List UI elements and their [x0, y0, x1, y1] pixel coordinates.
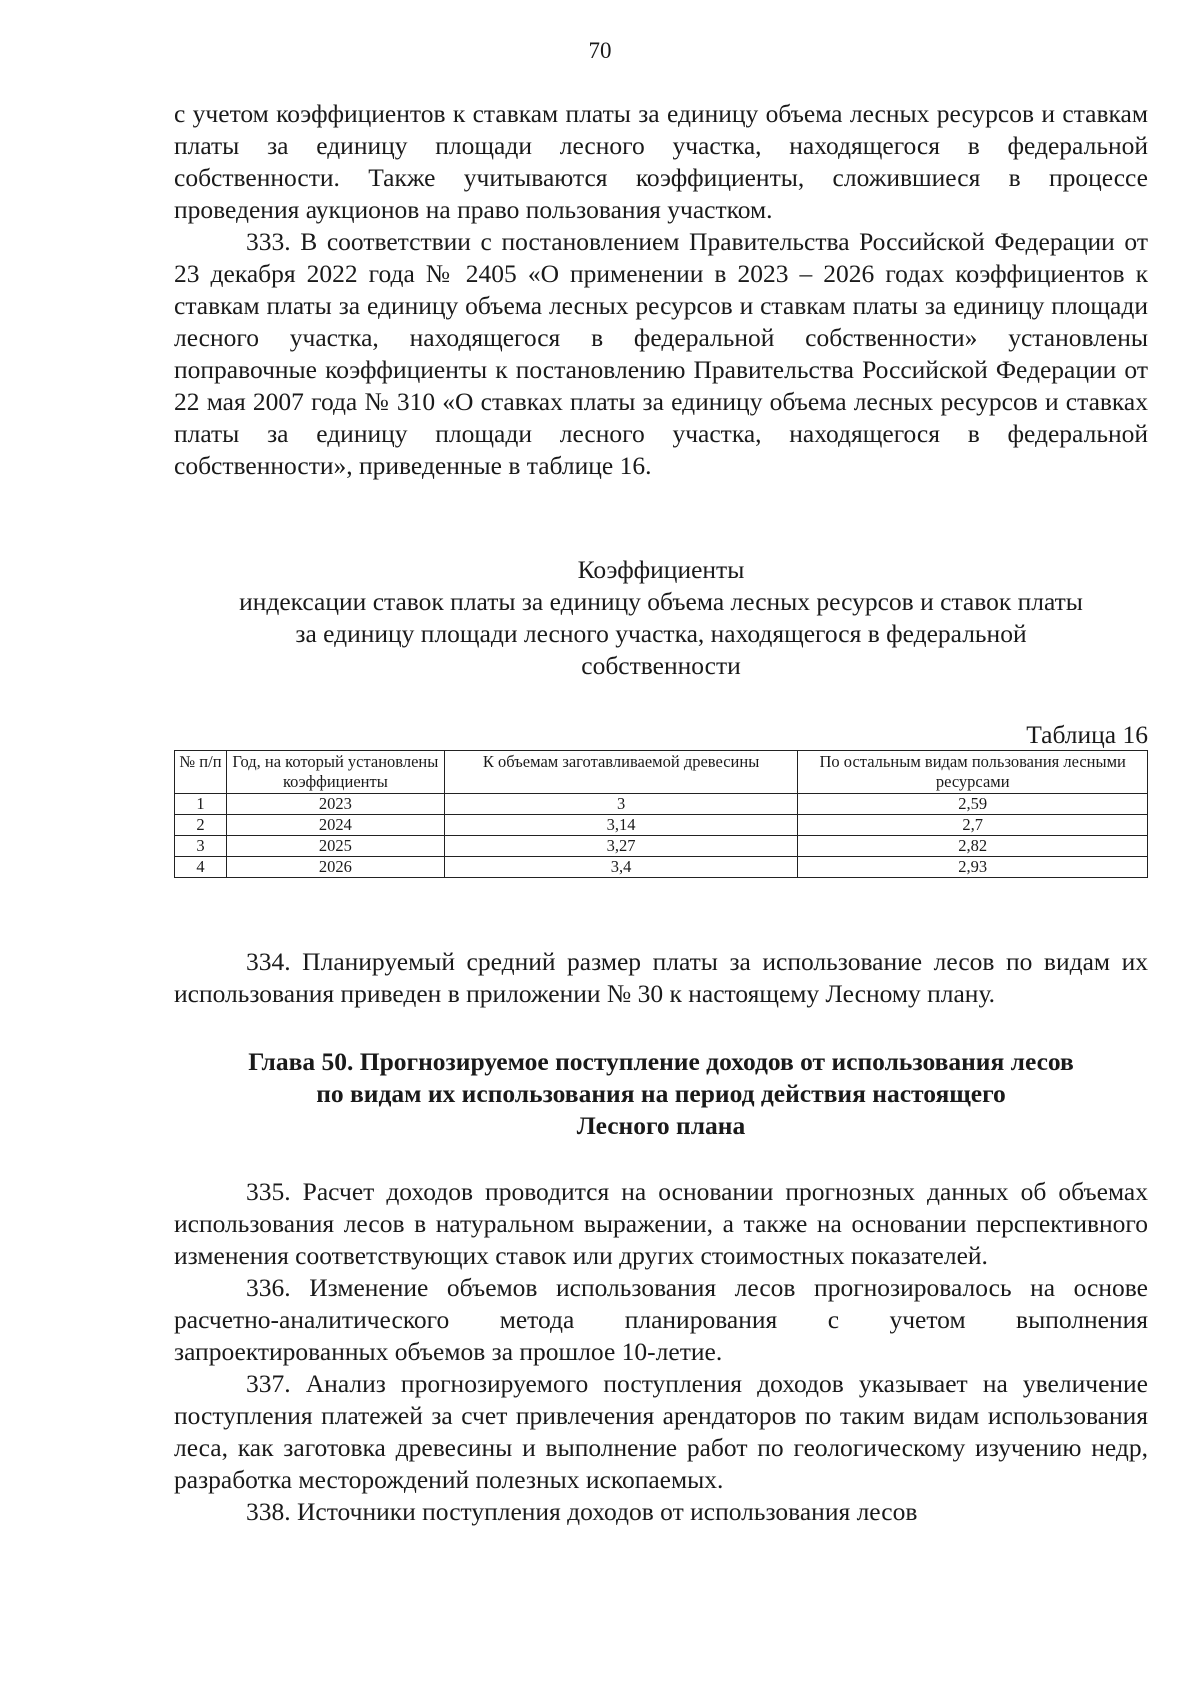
table-row [175, 794, 1148, 815]
cell-year: 2025 [226, 836, 444, 857]
paragraph-333: 333. В соответствии с постановлением Правительства Российской Федерации от 23 декабря 2022 года № 2405 «О применении в 2023 – 2026 годах коэффициентов к ставкам платы за единицу объема лесных ресурсов и ставкам платы за единицу площади лесного участка, находящегося в федеральной собственности» установлены поправочные коэффициенты к постановлению Правительства Российской Федерации от 22 мая 2007 года № 310 «О ставках платы за единицу объема лесных ресурсов и ставках платы за единицу площади лесного участка, находящегося в федеральной собственности», приведенные в таблице 16. [174, 227, 1148, 480]
table-heading-line: индексации ставок платы за единицу объема лесных ресурсов и ставок платы [239, 587, 1083, 616]
table-row [175, 815, 1148, 836]
cell-other: 2,7 [798, 815, 1148, 836]
cell-year: 2024 [226, 815, 444, 836]
table-row [175, 857, 1148, 878]
header-other: По остальным видам пользования лесными ресурсами [798, 751, 1148, 794]
table-row [175, 836, 1148, 857]
coefficients-table [174, 750, 1148, 878]
cell-other: 2,82 [798, 836, 1148, 857]
paragraph-338: 338. Источники поступления доходов от использования лесов [246, 1497, 918, 1526]
header-year: Год, на который установлены коэффициенты [226, 751, 444, 794]
page-number: 70 [588, 38, 612, 63]
paragraph-335: 335. Расчет доходов проводится на основании прогнозных данных об объемах использования лесов в натуральном выражении, а также на основании перспективного изменения соответствующих ставок или других стоимостных показателей. [174, 1177, 1148, 1270]
table-header-row [175, 751, 1148, 794]
cell-num: 1 [175, 794, 227, 815]
chapter-title-line: Глава 50. Прогнозируемое поступление доходов от использования лесов [248, 1047, 1074, 1076]
cell-year: 2023 [226, 794, 444, 815]
chapter-title-line: по видам их использования на период действия настоящего [316, 1079, 1006, 1108]
cell-other: 2,93 [798, 857, 1148, 878]
cell-num: 2 [175, 815, 227, 836]
header-timber: К объемам заготавливаемой древесины [444, 751, 798, 794]
cell-timber: 3,27 [444, 836, 798, 857]
table-heading [174, 554, 1148, 682]
text-block-bottom [174, 1176, 1148, 1528]
table-heading-line: за единицу площади лесного участка, находящегося в федеральной [295, 619, 1027, 648]
cell-timber: 3,4 [444, 857, 798, 878]
text-block-top [174, 98, 1148, 482]
intro-paragraph: с учетом коэффициентов к ставкам платы за единицу объема лесных ресурсов и ставкам платы за единицу площади лесного участка, находящегося в федеральной собственности. Также учитываются коэффициенты, сложившиеся в процессе проведения аукционов на право пользования участком. [174, 99, 1148, 224]
text-block-middle [174, 946, 1148, 1010]
chapter-title [174, 1046, 1148, 1142]
table-heading-line: Коэффициенты [577, 555, 745, 584]
cell-timber: 3 [444, 794, 798, 815]
table-heading-line: собственности [581, 651, 741, 680]
cell-timber: 3,14 [444, 815, 798, 836]
cell-num: 3 [175, 836, 227, 857]
paragraph-334: 334. Планируемый средний размер платы за использование лесов по видам их использования приведен в приложении № 30 к настоящему Лесному плану. [174, 947, 1148, 1008]
cell-year: 2026 [226, 857, 444, 878]
table-caption: Таблица 16 [1026, 720, 1148, 749]
paragraph-336: 336. Изменение объемов использования лесов прогнозировалось на основе расчетно-аналитического метода планирования с учетом выполнения запроектированных объемов за прошлое 10-летие. [174, 1273, 1148, 1366]
cell-num: 4 [175, 857, 227, 878]
header-num: № п/п [175, 751, 227, 794]
cell-other: 2,59 [798, 794, 1148, 815]
chapter-title-line: Лесного плана [576, 1111, 746, 1140]
paragraph-337: 337. Анализ прогнозируемого поступления доходов указывает на увеличение поступления платежей за счет привлечения арендаторов по таким видам использования леса, как заготовка древесины и выполнение работ по геологическому изучению недр, разработка месторождений полезных ископаемых. [174, 1369, 1148, 1494]
